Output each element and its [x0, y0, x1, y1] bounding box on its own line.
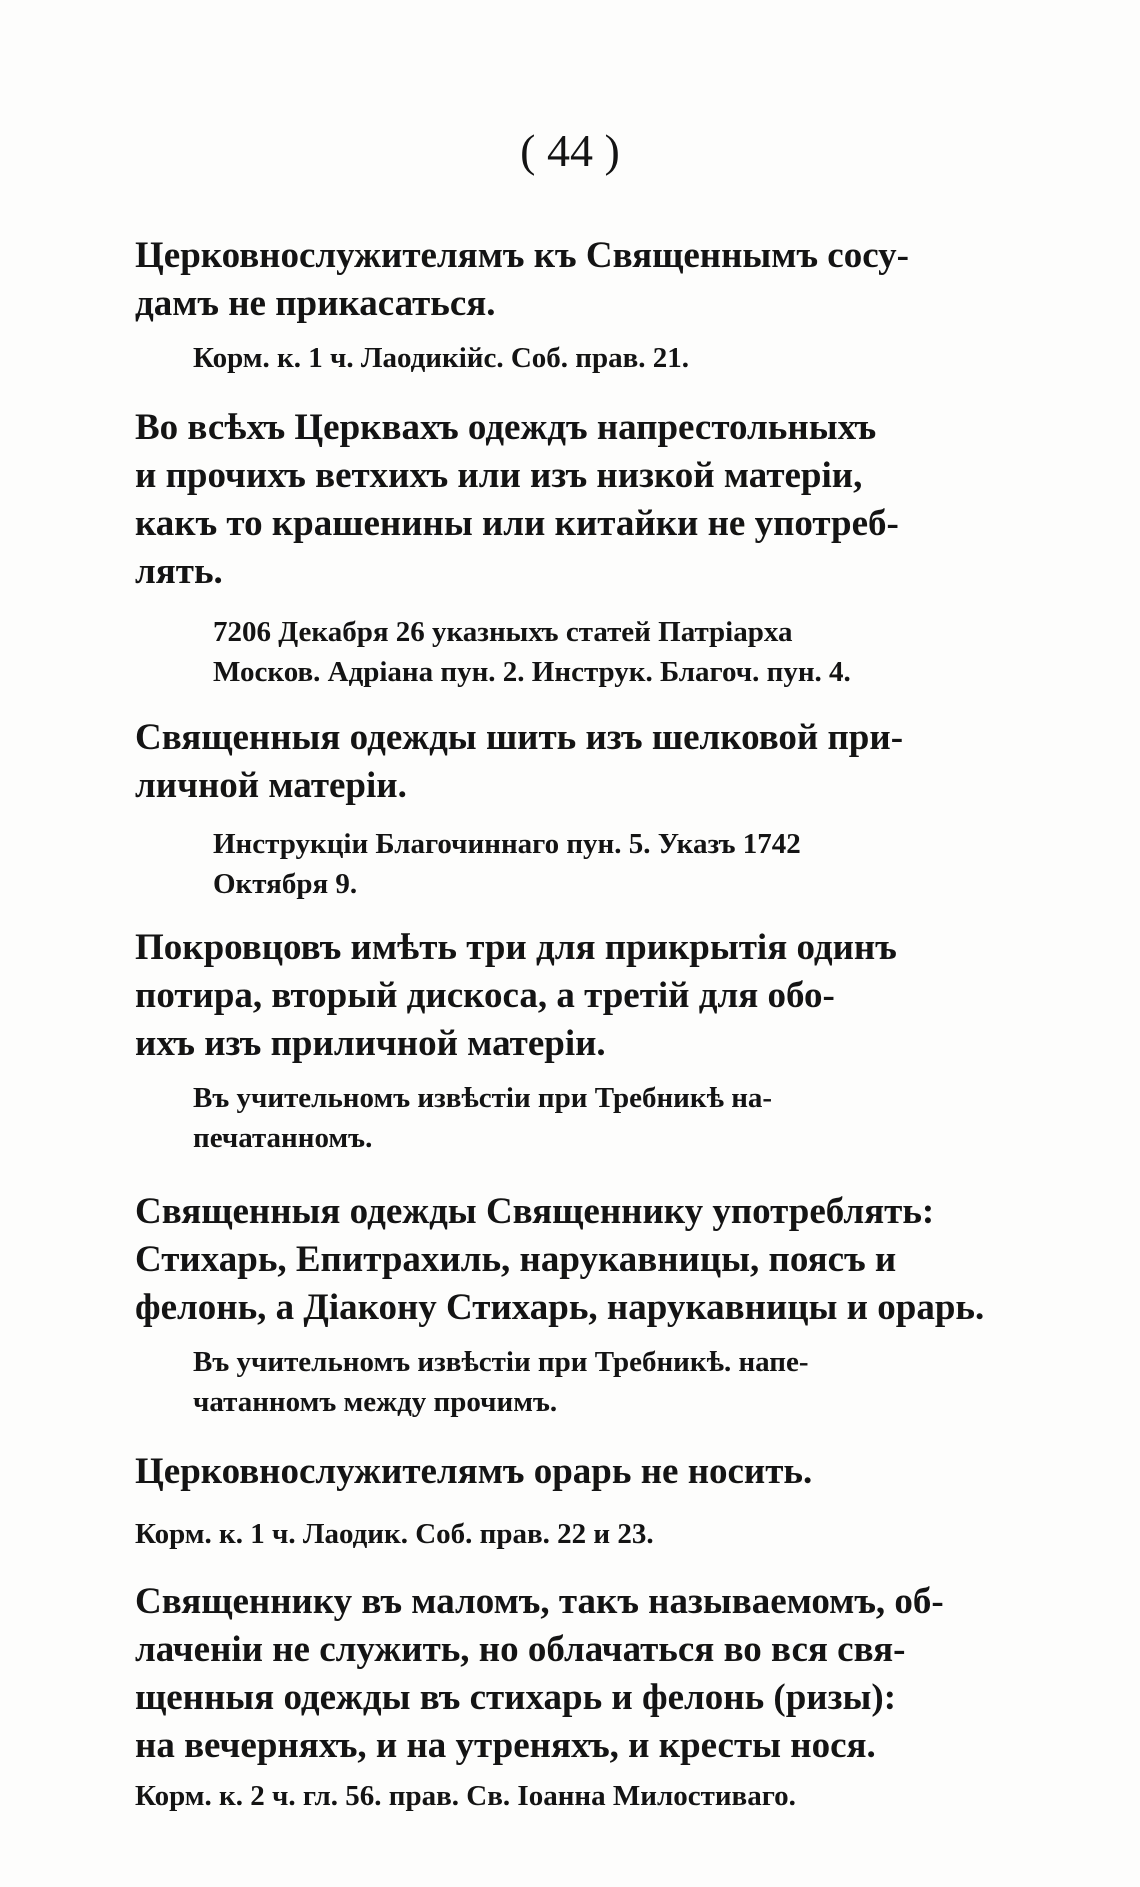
page-number: ( 44 ) — [520, 125, 620, 176]
rule-text — [135, 1578, 1025, 1770]
citation-line: печатанномъ. — [193, 1122, 373, 1154]
rule-line: на вечерняхъ, и на утреняхъ, и кресты нося. — [135, 1725, 876, 1766]
page-body — [135, 232, 1025, 1816]
source-citation — [193, 1342, 1025, 1422]
rule-text — [135, 714, 1025, 810]
citation-line: чатанномъ между прочимъ. — [193, 1386, 558, 1418]
rule-text — [135, 404, 1025, 596]
rule-line: Священнику въ маломъ, такъ называемомъ, об- — [135, 1581, 944, 1622]
rule-line: дамъ не прикасаться. — [135, 283, 496, 324]
rule-line: Церковнослужителямъ къ Священнымъ сосу- — [135, 235, 909, 276]
citation-line: Инструкціи Благочиннаго пун. 5. Указъ 1742 — [213, 828, 801, 860]
citation-line: Въ учительномъ извѣстіи при Требникѣ на- — [193, 1082, 773, 1114]
rule-line: какъ то крашенины или китайки не употреб- — [135, 503, 899, 544]
source-citation — [193, 1078, 1025, 1158]
source-citation — [193, 338, 1025, 378]
rule-line: фелонь, а Діакону Стихарь, нарукавницы и орарь. — [135, 1287, 985, 1328]
rule-line: Покровцовъ имѣть три для прикрытія одинъ — [135, 927, 897, 968]
entry — [135, 924, 1025, 1158]
citation-line: 7206 Декабря 26 указныхъ статей Патріарха — [213, 616, 793, 648]
rule-line: лаченіи не служить, но облачаться во вся свя- — [135, 1629, 906, 1670]
citation-line: Корм. к. 1 ч. Лаодик. Соб. прав. 22 и 23. — [135, 1518, 654, 1550]
source-citation — [213, 824, 1025, 904]
rule-text — [135, 924, 1025, 1068]
rule-line: ихъ изъ приличной матеріи. — [135, 1023, 606, 1064]
entry — [135, 1578, 1025, 1816]
entry — [135, 232, 1025, 378]
entry — [135, 714, 1025, 904]
rule-text — [135, 1188, 1025, 1332]
rule-line: Во всѣхъ Церквахъ одеждъ напрестольныхъ — [135, 407, 877, 448]
source-citation — [135, 1514, 1025, 1554]
rule-line: Стихарь, Епитрахиль, нарукавницы, поясъ и — [135, 1239, 897, 1280]
rule-line: лять. — [135, 551, 223, 592]
rule-line: Церковнослужителямъ орарь не носить. — [135, 1451, 813, 1492]
entry — [135, 1188, 1025, 1422]
rule-line: Священныя одежды Священнику употреблять: — [135, 1191, 935, 1232]
citation-line: Корм. к. 2 ч. гл. 56. прав. Св. Іоанна Милостиваго. — [135, 1780, 796, 1812]
citation-line: Москов. Адріана пун. 2. Инструк. Благоч. пун. 4. — [213, 656, 851, 688]
rule-line: щенныя одежды въ стихарь и фелонь (ризы): — [135, 1677, 897, 1718]
rule-text — [135, 232, 1025, 328]
rule-line: потира, вторый дискоса, а третій для обо- — [135, 975, 835, 1016]
citation-line: Октября 9. — [213, 868, 358, 900]
rule-line: личной матеріи. — [135, 765, 407, 806]
rule-line: и прочихъ ветхихъ или изъ низкой матеріи, — [135, 455, 863, 496]
source-citation — [135, 1776, 1025, 1816]
entry — [135, 404, 1025, 692]
rule-line: Священныя одежды шить изъ шелковой при- — [135, 717, 904, 758]
rule-text — [135, 1448, 1025, 1496]
entry — [135, 1448, 1025, 1554]
source-citation — [213, 612, 1025, 692]
citation-line: Въ учительномъ извѣстіи при Требникѣ. напе- — [193, 1346, 809, 1378]
citation-line: Корм. к. 1 ч. Лаодикійс. Соб. прав. 21. — [193, 342, 690, 374]
